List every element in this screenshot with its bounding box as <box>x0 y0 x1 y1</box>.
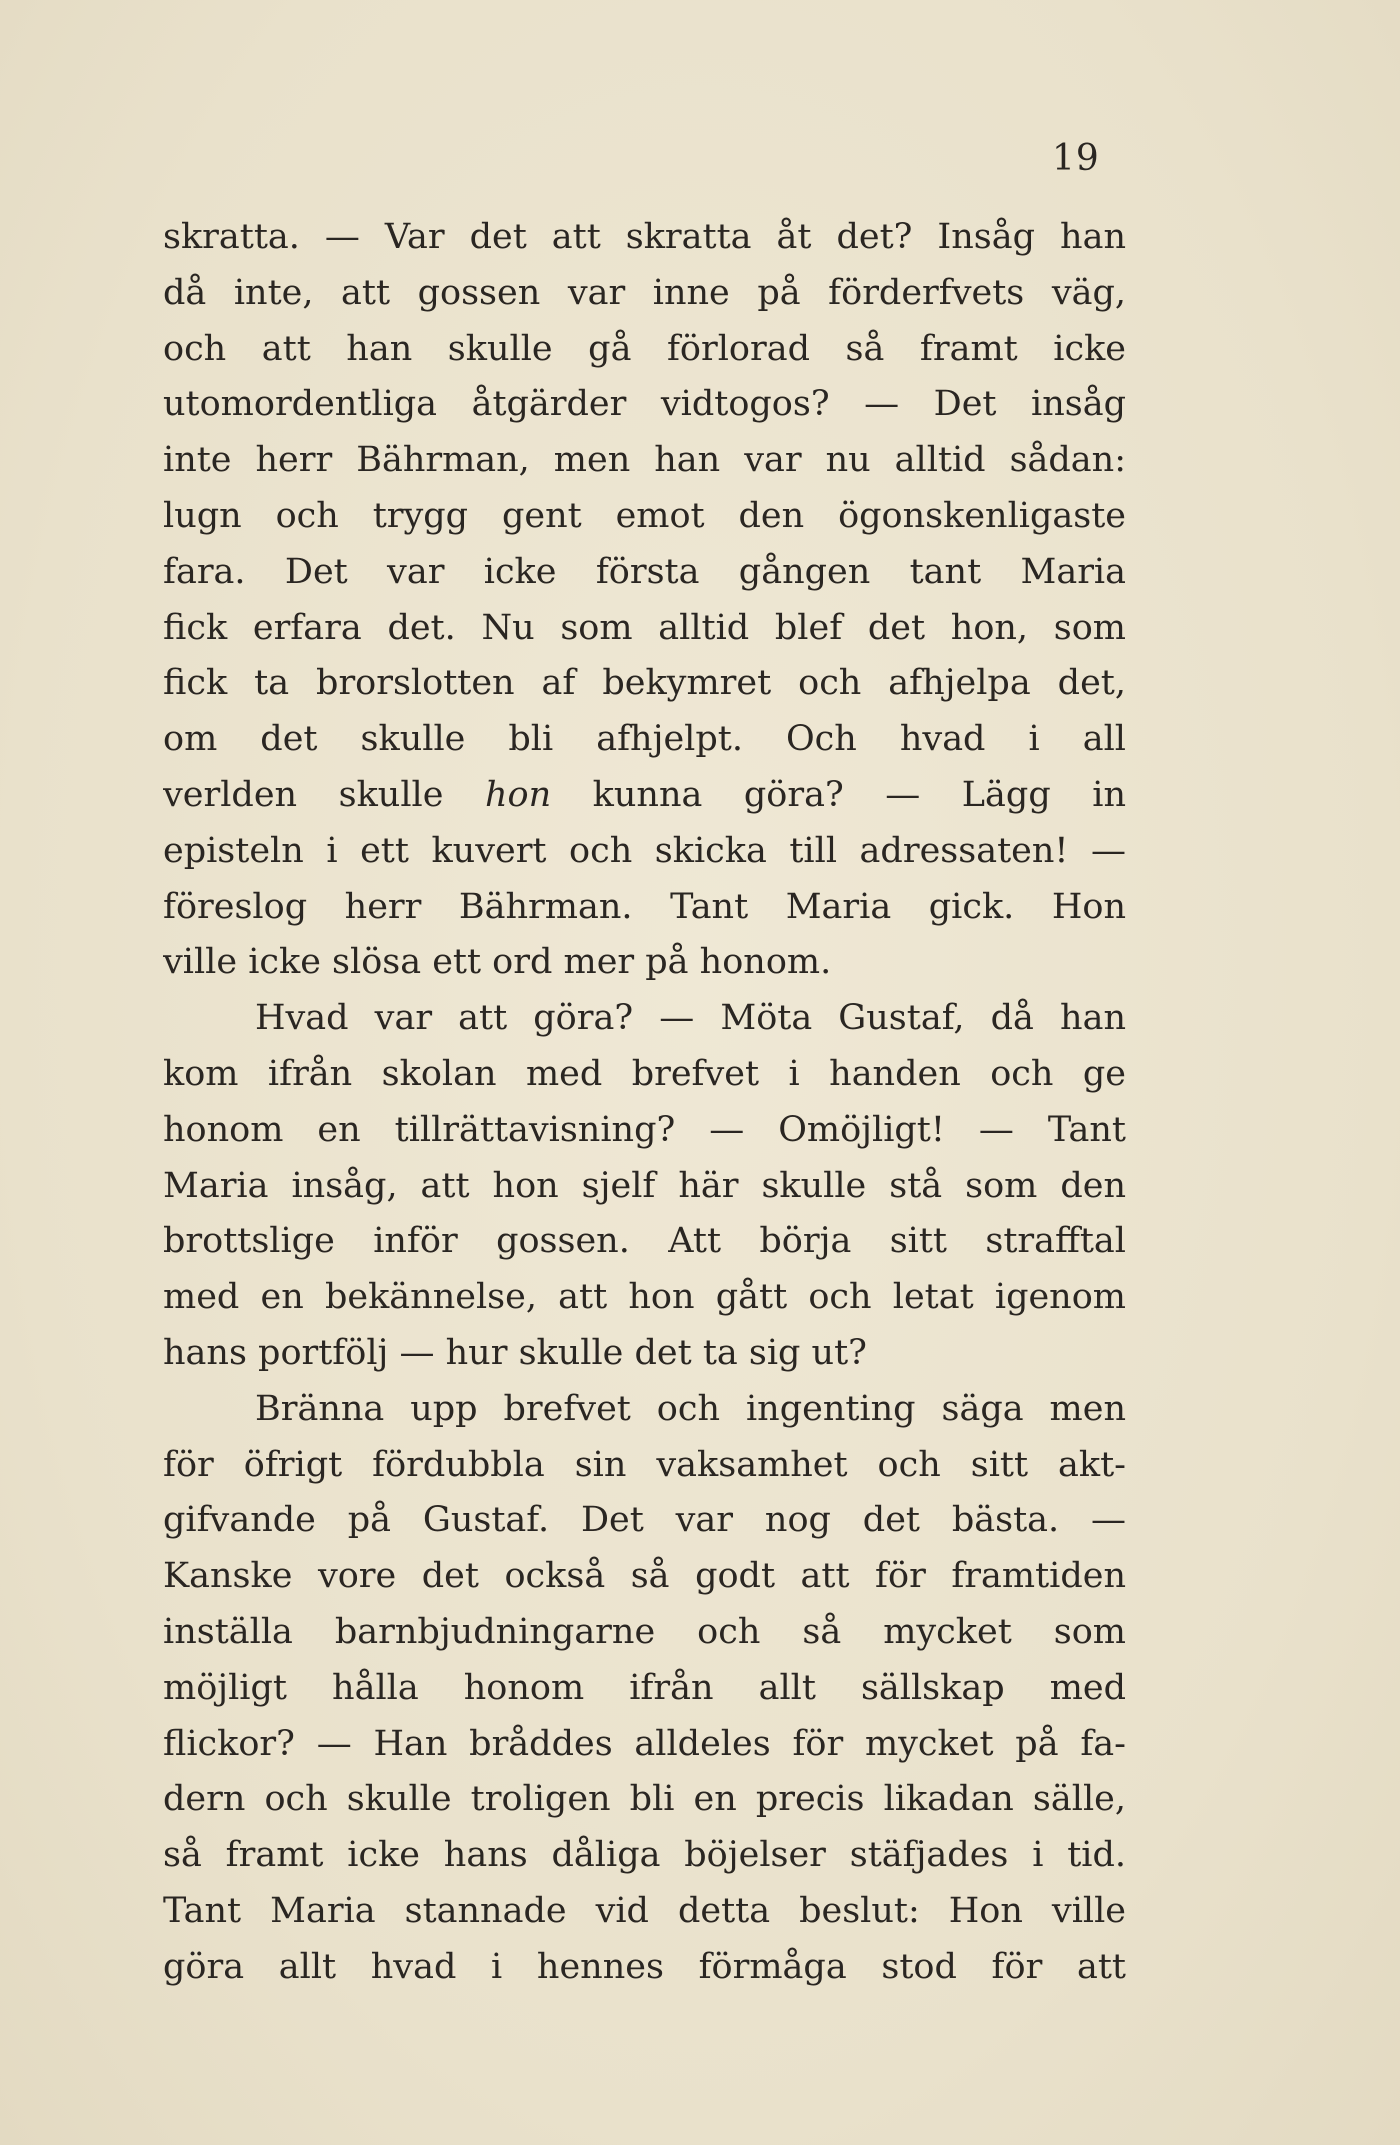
text-line: hans portfölj — hur skulle det ta sig ut? <box>163 1332 867 1373</box>
text-line: fara. Det var icke första gången tant Maria <box>163 551 1126 592</box>
text-line: skratta. — Var det att skratta åt det? Insåg han <box>163 217 1126 257</box>
text-line: göra allt hvad i hennes förmåga stod för att <box>163 1946 1126 1987</box>
text-line: Maria insåg, att hon sjelf här skulle stå som den <box>163 1165 1126 1206</box>
text-line: lugn och trygg gent emot den ögonskenligaste <box>163 495 1126 536</box>
text-line: för öfrigt fördubbla sin vaksamhet och sitt akt- <box>163 1444 1126 1485</box>
text-line: flickor? — Han bråddes alldeles för mycket på fa- <box>163 1723 1126 1764</box>
text-line: kom ifrån skolan med brefvet i handen och ge <box>163 1053 1126 1094</box>
text-line: med en bekännelse, att hon gått och letat igenom <box>163 1277 1126 1318</box>
text-line: föreslog herr Bährman. Tant Maria gick. Hon <box>163 886 1126 927</box>
text-line: brottslige inför gossen. Att börja sitt strafftal <box>163 1221 1126 1262</box>
page-number: 19 <box>1052 138 1100 179</box>
text-line: inställa barnbjudningarne och så mycket som <box>163 1611 1126 1652</box>
text-line: Kanske vore det också så godt att för framtiden <box>163 1556 1126 1597</box>
text-line: dern och skulle troligen bli en precis likadan sälle, <box>163 1779 1126 1820</box>
text-line: ville icke slösa ett ord mer på honom. <box>163 942 832 983</box>
text-line: och att han skulle gå förlorad så framt icke <box>163 328 1126 369</box>
body-text <box>163 210 1126 1996</box>
text-line: inte herr Bährman, men han var nu alltid sådan: <box>163 440 1126 481</box>
text-line: gifvande på Gustaf. Det var nog det bästa. — <box>163 1500 1126 1541</box>
text-line: episteln i ett kuvert och skicka till adressaten! — <box>163 830 1126 871</box>
text-line: Tant Maria stannade vid detta beslut: Hon ville <box>163 1890 1126 1931</box>
text-line: fick erfara det. Nu som alltid blef det hon, som <box>163 607 1126 648</box>
text-line: då inte, att gossen var inne på förderfvets väg, <box>163 272 1126 313</box>
text-line: Bränna upp brefvet och ingenting säga men <box>255 1388 1126 1429</box>
text-line: så framt icke hans dåliga böjelser stäfjades i tid. <box>163 1835 1126 1876</box>
text-line: Hvad var att göra? — Möta Gustaf, då han <box>255 998 1126 1039</box>
italic-word: hon <box>484 774 552 815</box>
text-line: möjligt hålla honom ifrån allt sällskap med <box>163 1667 1126 1708</box>
text-line: fick ta brorslotten af bekymret och afhjelpa det, <box>163 663 1126 704</box>
text-line: verlden skulle hon kunna göra? — Lägg in <box>163 774 1126 815</box>
text-line: utomordentliga åtgärder vidtogos? — Det insåg <box>163 384 1126 425</box>
text-line: honom en tillrättavisning? — Omöjligt! — Tant <box>163 1109 1126 1150</box>
text-line: om det skulle bli afhjelpt. Och hvad i all <box>163 719 1126 760</box>
